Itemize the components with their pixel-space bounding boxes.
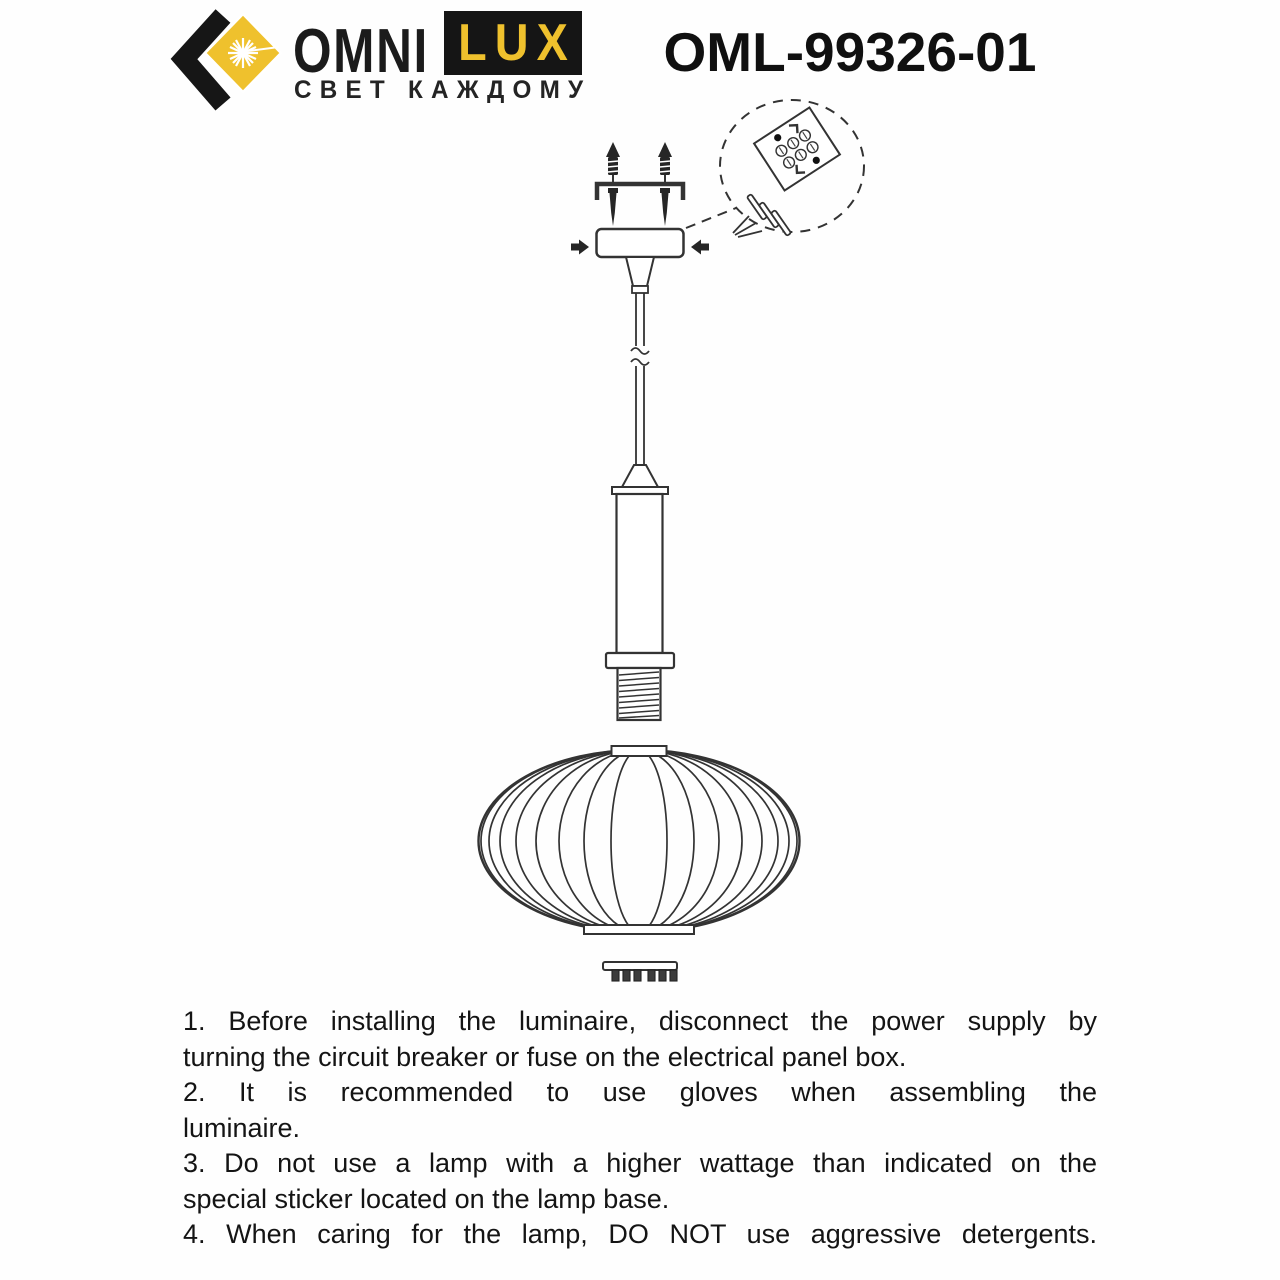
leader-line xyxy=(686,208,736,228)
wall-anchors-icon xyxy=(606,142,672,182)
instruction-line: turning the circuit breaker or fuse on the electrical panel box. xyxy=(183,1041,907,1072)
instruction-line: 2. It is recommended to use gloves when assembling the xyxy=(183,1077,1097,1107)
holder-flange xyxy=(606,653,674,668)
brand-tagline: СВЕТ КАЖДОМУ xyxy=(294,76,592,104)
ribbed-lampshade-icon xyxy=(479,746,800,934)
instruction-line: 3. Do not use a lamp with a higher wattage than indicated on the xyxy=(183,1148,1097,1178)
model-number: OML-99326-01 xyxy=(663,21,1037,83)
cable-break-symbol xyxy=(631,348,649,354)
instruction-line: luminaire. xyxy=(183,1112,301,1143)
suspension-cable-icon xyxy=(626,257,654,465)
wiring-detail-bubble xyxy=(720,100,864,237)
brand-name-omni: OMNI xyxy=(293,17,429,86)
mounting-screws-icon xyxy=(608,188,670,226)
ceiling-canopy-icon xyxy=(597,229,684,257)
threaded-socket-icon xyxy=(618,668,661,720)
instructions-text xyxy=(183,1004,1097,1253)
shade-bottom-collar xyxy=(584,925,694,934)
brand-name-lux: LUX xyxy=(458,14,576,72)
instruction-line: special sticker located on the lamp base. xyxy=(183,1183,670,1214)
instruction-line: 4. When caring for the lamp, DO NOT use aggressive detergents. xyxy=(183,1219,1097,1249)
instruction-line: 1. Before installing the luminaire, disconnect the power supply by xyxy=(183,1006,1097,1036)
bottom-vent-cap-icon xyxy=(603,962,677,981)
shade-top-collar xyxy=(612,746,667,756)
holder-tube xyxy=(617,494,663,653)
terminal-block-icon xyxy=(754,108,840,191)
supply-wires-icon xyxy=(733,194,791,237)
lamp-holder-icon xyxy=(606,465,674,720)
